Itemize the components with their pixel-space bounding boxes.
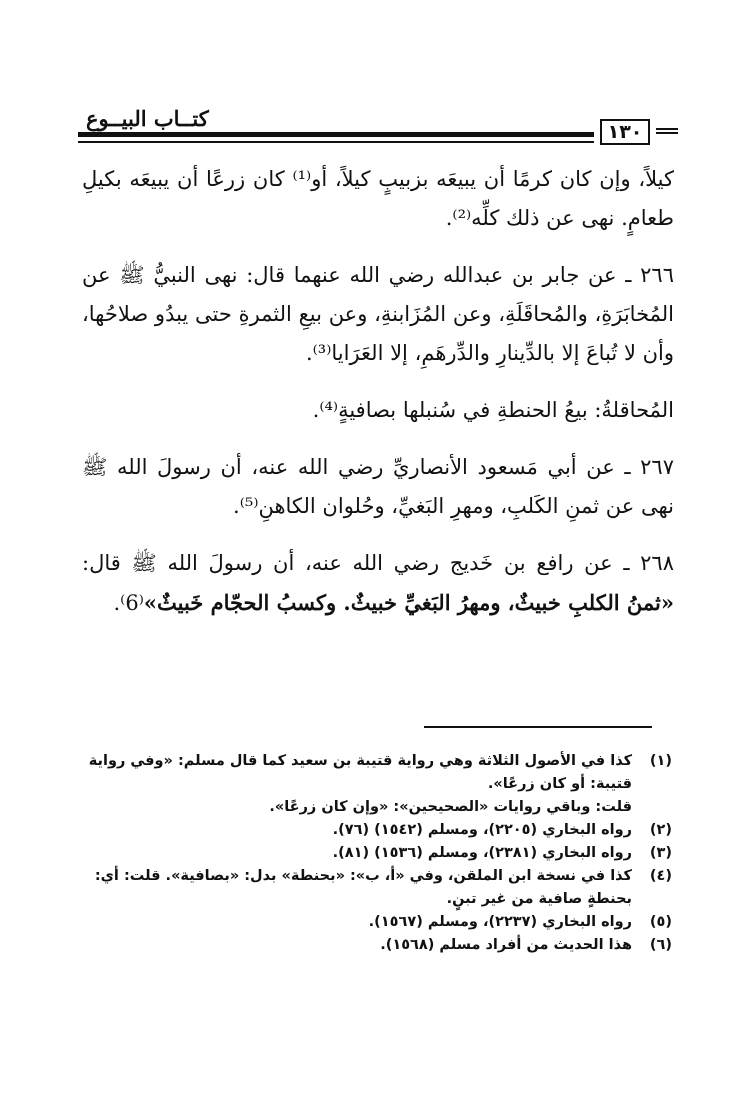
paragraph-hadith-267: ٢٦٧ ـ عن أبي مَسعود الأنصاريِّ رضي الله عنه، أن رسولَ الله ﷺ نهى عن ثمنِ الكَلبِ، ومهرِ البَغيِّ، وحُلوان الكاهنِ⁽⁵⁾. [82,455,674,518]
paragraph-hadith-268 [82,544,674,623]
paragraph-definition: المُحاقلةُ: بيعُ الحنطةِ في سُنبلها بصافيةٍ⁽⁴⁾. [312,398,674,422]
footnote-1 [84,750,672,796]
hadith-268-intro: ٢٦٨ ـ عن رافع بن خَديج رضي الله عنه، أن رسولَ الله ﷺ قال: [82,551,674,575]
footnote-text: كذا في نسخة ابن الملقن، وفي «أ، ب»: «بحنطة» بدل: «بصافية». قلت: أي: بحنطةٍ صافية من غير تبنٍ. [94,868,632,907]
footnote-number: (٤) [649,868,672,884]
footnote-4 [84,865,672,911]
footnote-5 [84,911,672,934]
footnote-number: (٣) [649,845,672,861]
footnote-3 [84,842,672,865]
footnote-2 [84,819,672,842]
page-number: ١٣٠ [600,119,650,145]
footnote-text: قلت: وباقي روايات «الصحيحين»: «وإن كان زرعًا». [269,799,632,815]
footnote-number: (٥) [649,914,672,930]
footnote-number: (٦) [649,937,672,953]
book-title: كتــاب البيــوع [80,106,215,131]
paragraph-hadith-266: ٢٦٦ ـ عن جابر بن عبدالله رضي الله عنهما قال: نهى النبيُّ ﷺ عن المُخابَرَةِ، والمُحاقَلَةِ، وعن المُزَابنةِ، وعن بيعِ الثمرةِ حتى يبدُو صلاحُها، وأن لا تُباعَ إلا بالدِّينارِ والدِّرهَمِ، إلا العَرَايا⁽³⁾. [82,263,674,365]
footnote-text: رواه البخاري (٢٢٠٥)، ومسلم (١٥٤٢) (٧٦). [332,822,632,838]
footnote-number: (٢) [649,822,672,838]
hadith-268-quote: «ثمنُ الكلبِ خبيثٌ، ومهرُ البَغيِّ خبيثٌ. وكسبُ الحجّام خَبيثٌ» [143,590,674,615]
hadith-268-end: ⁽6⁾. [113,591,144,615]
main-text [82,160,674,641]
footnotes [84,750,672,957]
footnote-text: رواه البخاري (٢٣٨١)، ومسلم (١٥٣٦) (٨١). [332,845,632,861]
footnote-number: (١) [649,753,672,769]
paragraph-intro: كيلاً، وإن كان كرمًا أن يبيعَه بزبيبٍ كيلاً، أو⁽¹⁾ كان زرعًا أن يبيعَه بكيلِ طعامٍ. نهى عن ذلك كلِّه⁽²⁾. [82,167,674,230]
page-header [78,108,678,148]
footnote-text: كذا في الأصول الثلاثة وهي رواية قتيبة بن سعيد كما قال مسلم: «وفي رواية قتيبة: أو كان زرعًا». [88,753,632,792]
footnote-6 [84,934,672,957]
footnote-divider [424,726,652,728]
footnote-1-continued [84,796,672,819]
footnote-text: هذا الحديث من أفراد مسلم (١٥٦٨). [380,937,632,953]
header-rule [78,132,594,143]
header-dash [656,128,678,134]
footnote-text: رواه البخاري (٢٢٣٧)، ومسلم (١٥٦٧). [368,914,632,930]
